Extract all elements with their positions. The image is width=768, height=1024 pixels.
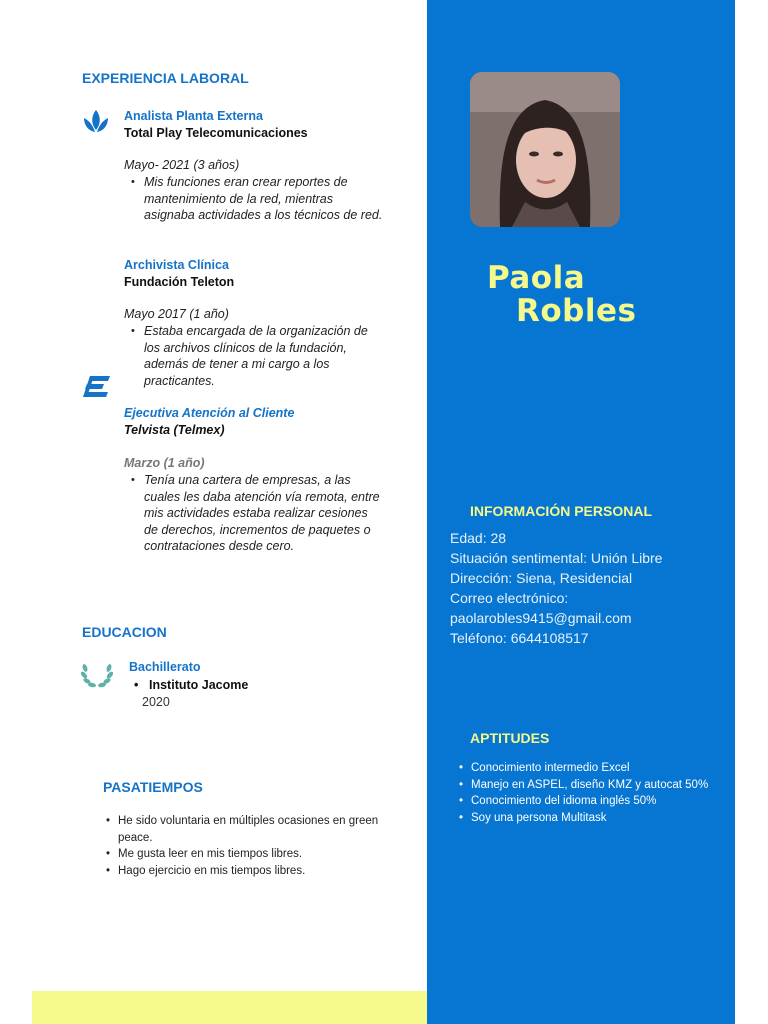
- experience-heading: EXPERIENCIA LABORAL: [82, 70, 249, 86]
- list-item: • Manejo en ASPEL, diseño KMZ y autocat 50%: [457, 777, 733, 794]
- marital-status-text: Situación sentimental: Unión Libre: [450, 550, 663, 566]
- list-item: • He sido voluntaria en múltiples ocasiones en green peace.: [100, 813, 390, 846]
- lotus-icon: [80, 108, 112, 143]
- skills-list: [457, 760, 733, 826]
- laurel-icon: [80, 660, 114, 695]
- job-entry: [124, 109, 384, 140]
- education-year: 2020: [142, 695, 170, 709]
- list-item: • Conocimiento del idioma inglés 50%: [457, 793, 733, 810]
- phone-text: Teléfono: 6644108517: [450, 630, 589, 646]
- job-description: • Estaba encargada de la organización de los archivos clínicos de la fundación, además de tener a mi cargo a los practicantes.: [124, 323, 384, 389]
- list-item: • Hago ejercicio en mis tiempos libres.: [100, 863, 390, 880]
- profile-photo: [470, 72, 620, 227]
- education-entry: [129, 660, 369, 709]
- list-item: • Me gusta leer en mis tiempos libres.: [100, 846, 390, 863]
- address-text: Dirección: Siena, Residencial: [450, 570, 633, 586]
- age-text: Edad: 28: [450, 530, 507, 546]
- personal-info-heading: INFORMACIÓN PERSONAL: [470, 503, 652, 519]
- first-name: Paola: [487, 260, 586, 296]
- list-item: • Conocimiento intermedio Excel: [457, 760, 733, 777]
- job-period: Mayo 2017 (1 año): [124, 307, 229, 321]
- job-period: Mayo- 2021 (3 años): [124, 158, 240, 172]
- e-logo-icon: [82, 374, 112, 405]
- job-title: Archivista Clínica: [124, 258, 229, 272]
- job-details: [124, 158, 384, 224]
- job-entry: [124, 258, 384, 289]
- hobbies-heading: PASATIEMPOS: [103, 779, 203, 795]
- list-item: • Soy una persona Multitask: [457, 810, 733, 827]
- job-company: Total Play Telecomunicaciones: [124, 126, 308, 140]
- bottom-accent-band: [32, 991, 427, 1024]
- email-label: Correo electrónico:: [450, 590, 569, 606]
- job-company: Fundación Teleton: [124, 275, 235, 289]
- job-entry: [124, 406, 384, 437]
- personal-info-block: [450, 528, 732, 648]
- job-company: Telvista (Telmex): [124, 423, 225, 437]
- hobbies-list: [100, 813, 390, 879]
- job-title: Ejecutiva Atención al Cliente: [124, 406, 295, 420]
- email-link[interactable]: paolarobles9415@gmail.com: [450, 610, 632, 626]
- job-details: [124, 456, 384, 555]
- school-name: • Instituto Jacome: [134, 678, 249, 692]
- job-title: Analista Planta Externa: [124, 109, 263, 123]
- skills-heading: APTITUDES: [470, 730, 550, 746]
- job-description: • Tenía una cartera de empresas, a las cuales les daba atención vía remota, entre mis actividades estaba realizar cesiones de derechos, incrementos de paquetes o contrataciones desde cero.: [124, 472, 384, 555]
- degree-title: Bachillerato: [129, 660, 201, 674]
- job-details: [124, 307, 384, 389]
- job-period: Marzo (1 año): [124, 456, 205, 470]
- education-heading: EDUCACION: [82, 624, 167, 640]
- job-description: • Mis funciones eran crear reportes de mantenimiento de la red, mientras asignaba actividades a los técnicos de red.: [124, 174, 384, 224]
- last-name: Robles: [516, 293, 637, 329]
